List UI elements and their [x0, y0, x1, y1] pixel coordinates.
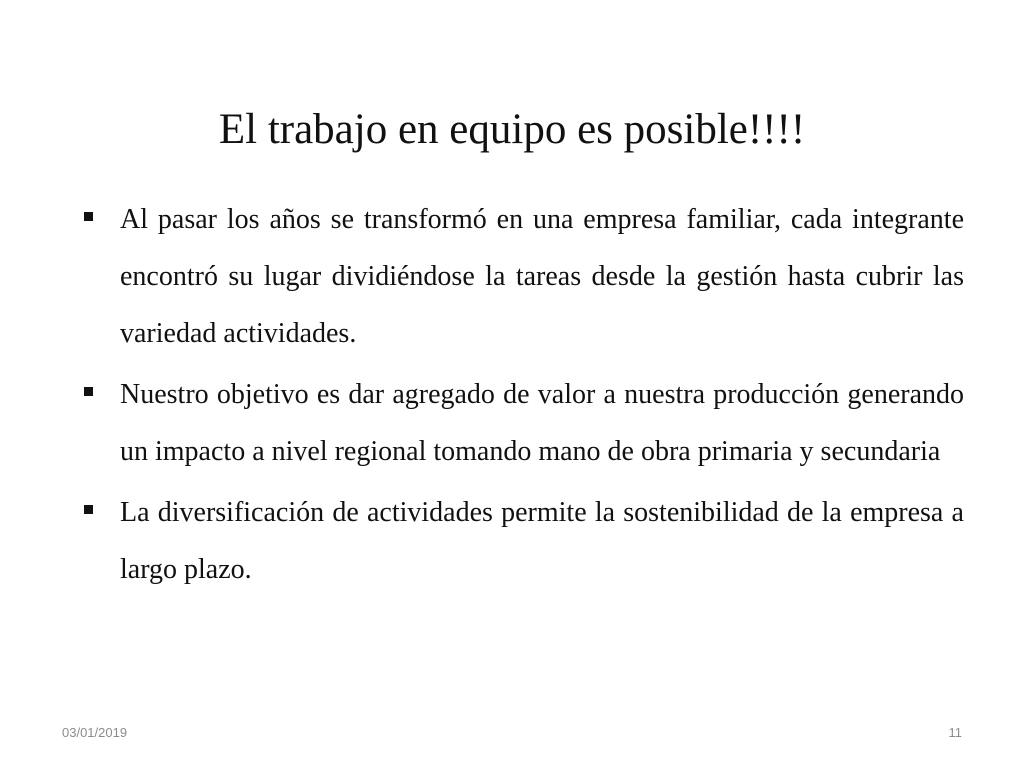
bullet-list: [82, 191, 964, 602]
bullet-item: [82, 191, 964, 362]
bullet-text: Nuestro objetivo es dar agregado de valor a nuestra producción generando un impacto a nivel regional tomando mano de obra primaria y secundaria: [120, 379, 964, 467]
bullet-item: [82, 366, 964, 480]
square-bullet-icon: [84, 212, 93, 221]
square-bullet-icon: [84, 387, 93, 396]
bullet-text: Al pasar los años se transformó en una empresa familiar, cada integrante encontró su lugar dividiéndose la tareas desde la gestión hasta cubrir las variedad actividades.: [120, 204, 964, 349]
bullet-text: La diversificación de actividades permite la sostenibilidad de la empresa a largo plazo.: [120, 497, 964, 585]
square-bullet-icon: [84, 505, 93, 514]
footer-date: 03/01/2019: [62, 725, 128, 740]
slide-number: 11: [948, 725, 962, 740]
bullet-item: [82, 484, 964, 598]
slide-title: El trabajo en equipo es posible!!!!: [218, 106, 806, 153]
